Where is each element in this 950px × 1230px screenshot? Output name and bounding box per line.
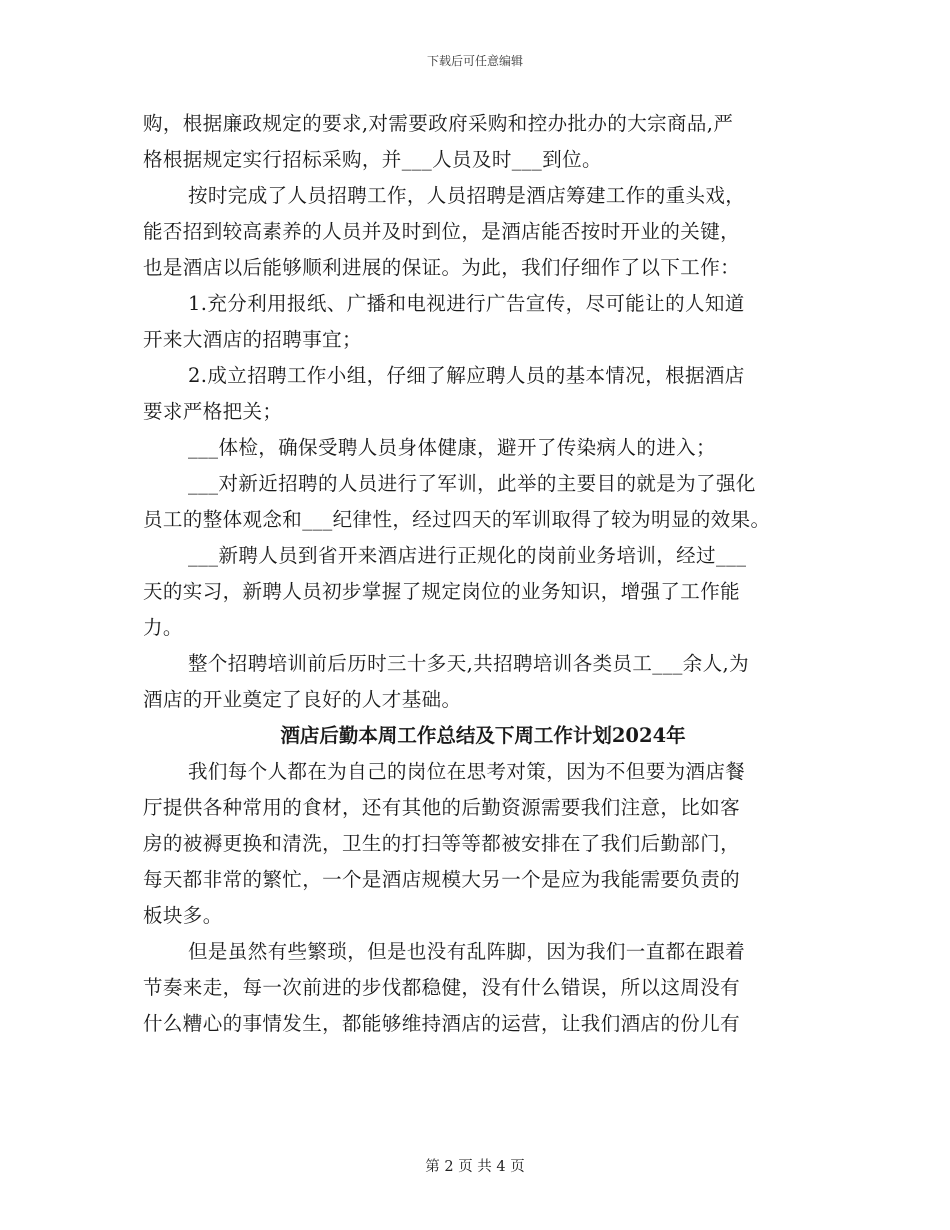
paragraph-line: 但是虽然有些繁琐，但是也没有乱阵脚，因为我们一直都在跟着	[188, 940, 746, 963]
paragraph-line: 要求严格把关；	[143, 400, 283, 423]
page-number: 第 2 页 共 4 页	[425, 1159, 525, 1175]
paragraph-line: 板块多。	[143, 904, 223, 927]
paragraph-line: 开来大酒店的招聘事宜；	[143, 328, 362, 351]
paragraph-line: 按时完成了人员招聘工作，人员招聘是酒店筹建工作的重头戏，	[188, 184, 746, 207]
paragraph-line: 厅提供各种常用的食材，还有其他的后勤资源需要我们注意，比如客	[143, 796, 741, 819]
paragraph-line: 整个招聘培训前后历时三十多天,共招聘培训各类员工___余人,为	[188, 652, 750, 675]
paragraph-line: ___对新近招聘的人员进行了军训，此举的主要目的就是为了强化	[188, 472, 756, 495]
paragraph-line: 也是酒店以后能够顺利进展的保证。为此，我们仔细作了以下工作：	[143, 256, 741, 279]
paragraph-line: ___体检，确保受聘人员身体健康，避开了传染病人的进入；	[188, 436, 716, 459]
paragraph-line: 2.成立招聘工作小组，仔细了解应聘人员的基本情况，根据酒店	[188, 364, 745, 387]
paragraph-line: 房的被褥更换和清洗，卫生的打扫等等都被安排在了我们后勤部门，	[143, 832, 741, 855]
section-title: 酒店后勤本周工作总结及下周工作计划2024年	[280, 724, 686, 747]
paragraph-line: 天的实习，新聘人员初步掌握了规定岗位的业务知识，增强了工作能	[143, 580, 741, 603]
paragraph-line: 购，根据廉政规定的要求,对需要政府采购和控办批办的大宗商品,严	[143, 112, 734, 135]
paragraph-line: 我们每个人都在为自己的岗位在思考对策，因为不但要为酒店餐	[188, 760, 746, 783]
paragraph-line: 能否招到较高素养的人员并及时到位，是酒店能否按时开业的关键，	[143, 220, 741, 243]
paragraph-line: 节奏来走，每一次前进的步伐都稳健，没有什么错误，所以这周没有	[143, 976, 741, 999]
paragraph-line: 力。	[143, 616, 183, 639]
document-body	[143, 106, 823, 1042]
paragraph-line: 什么糟心的事情发生，都能够维持酒店的运营，让我们酒店的份儿有	[143, 1012, 741, 1035]
paragraph-line: 1.充分利用报纸、广播和电视进行广告宣传，尽可能让的人知道	[188, 292, 745, 315]
paragraph-line: 格根据规定实行招标采购，并___人员及时___到位。	[143, 148, 602, 171]
paragraph-line: 酒店的开业奠定了良好的人才基础。	[143, 688, 462, 711]
header-note: 下载后可任意编辑	[426, 54, 523, 68]
paragraph-line: 每天都非常的繁忙，一个是酒店规模大另一个是应为我能需要负责的	[143, 868, 741, 891]
paragraph-line: 员工的整体观念和___纪律性，经过四天的军训取得了较为明显的效果。	[143, 508, 771, 531]
paragraph-line: ___新聘人员到省开来酒店进行正规化的岗前业务培训，经过___	[188, 544, 747, 567]
